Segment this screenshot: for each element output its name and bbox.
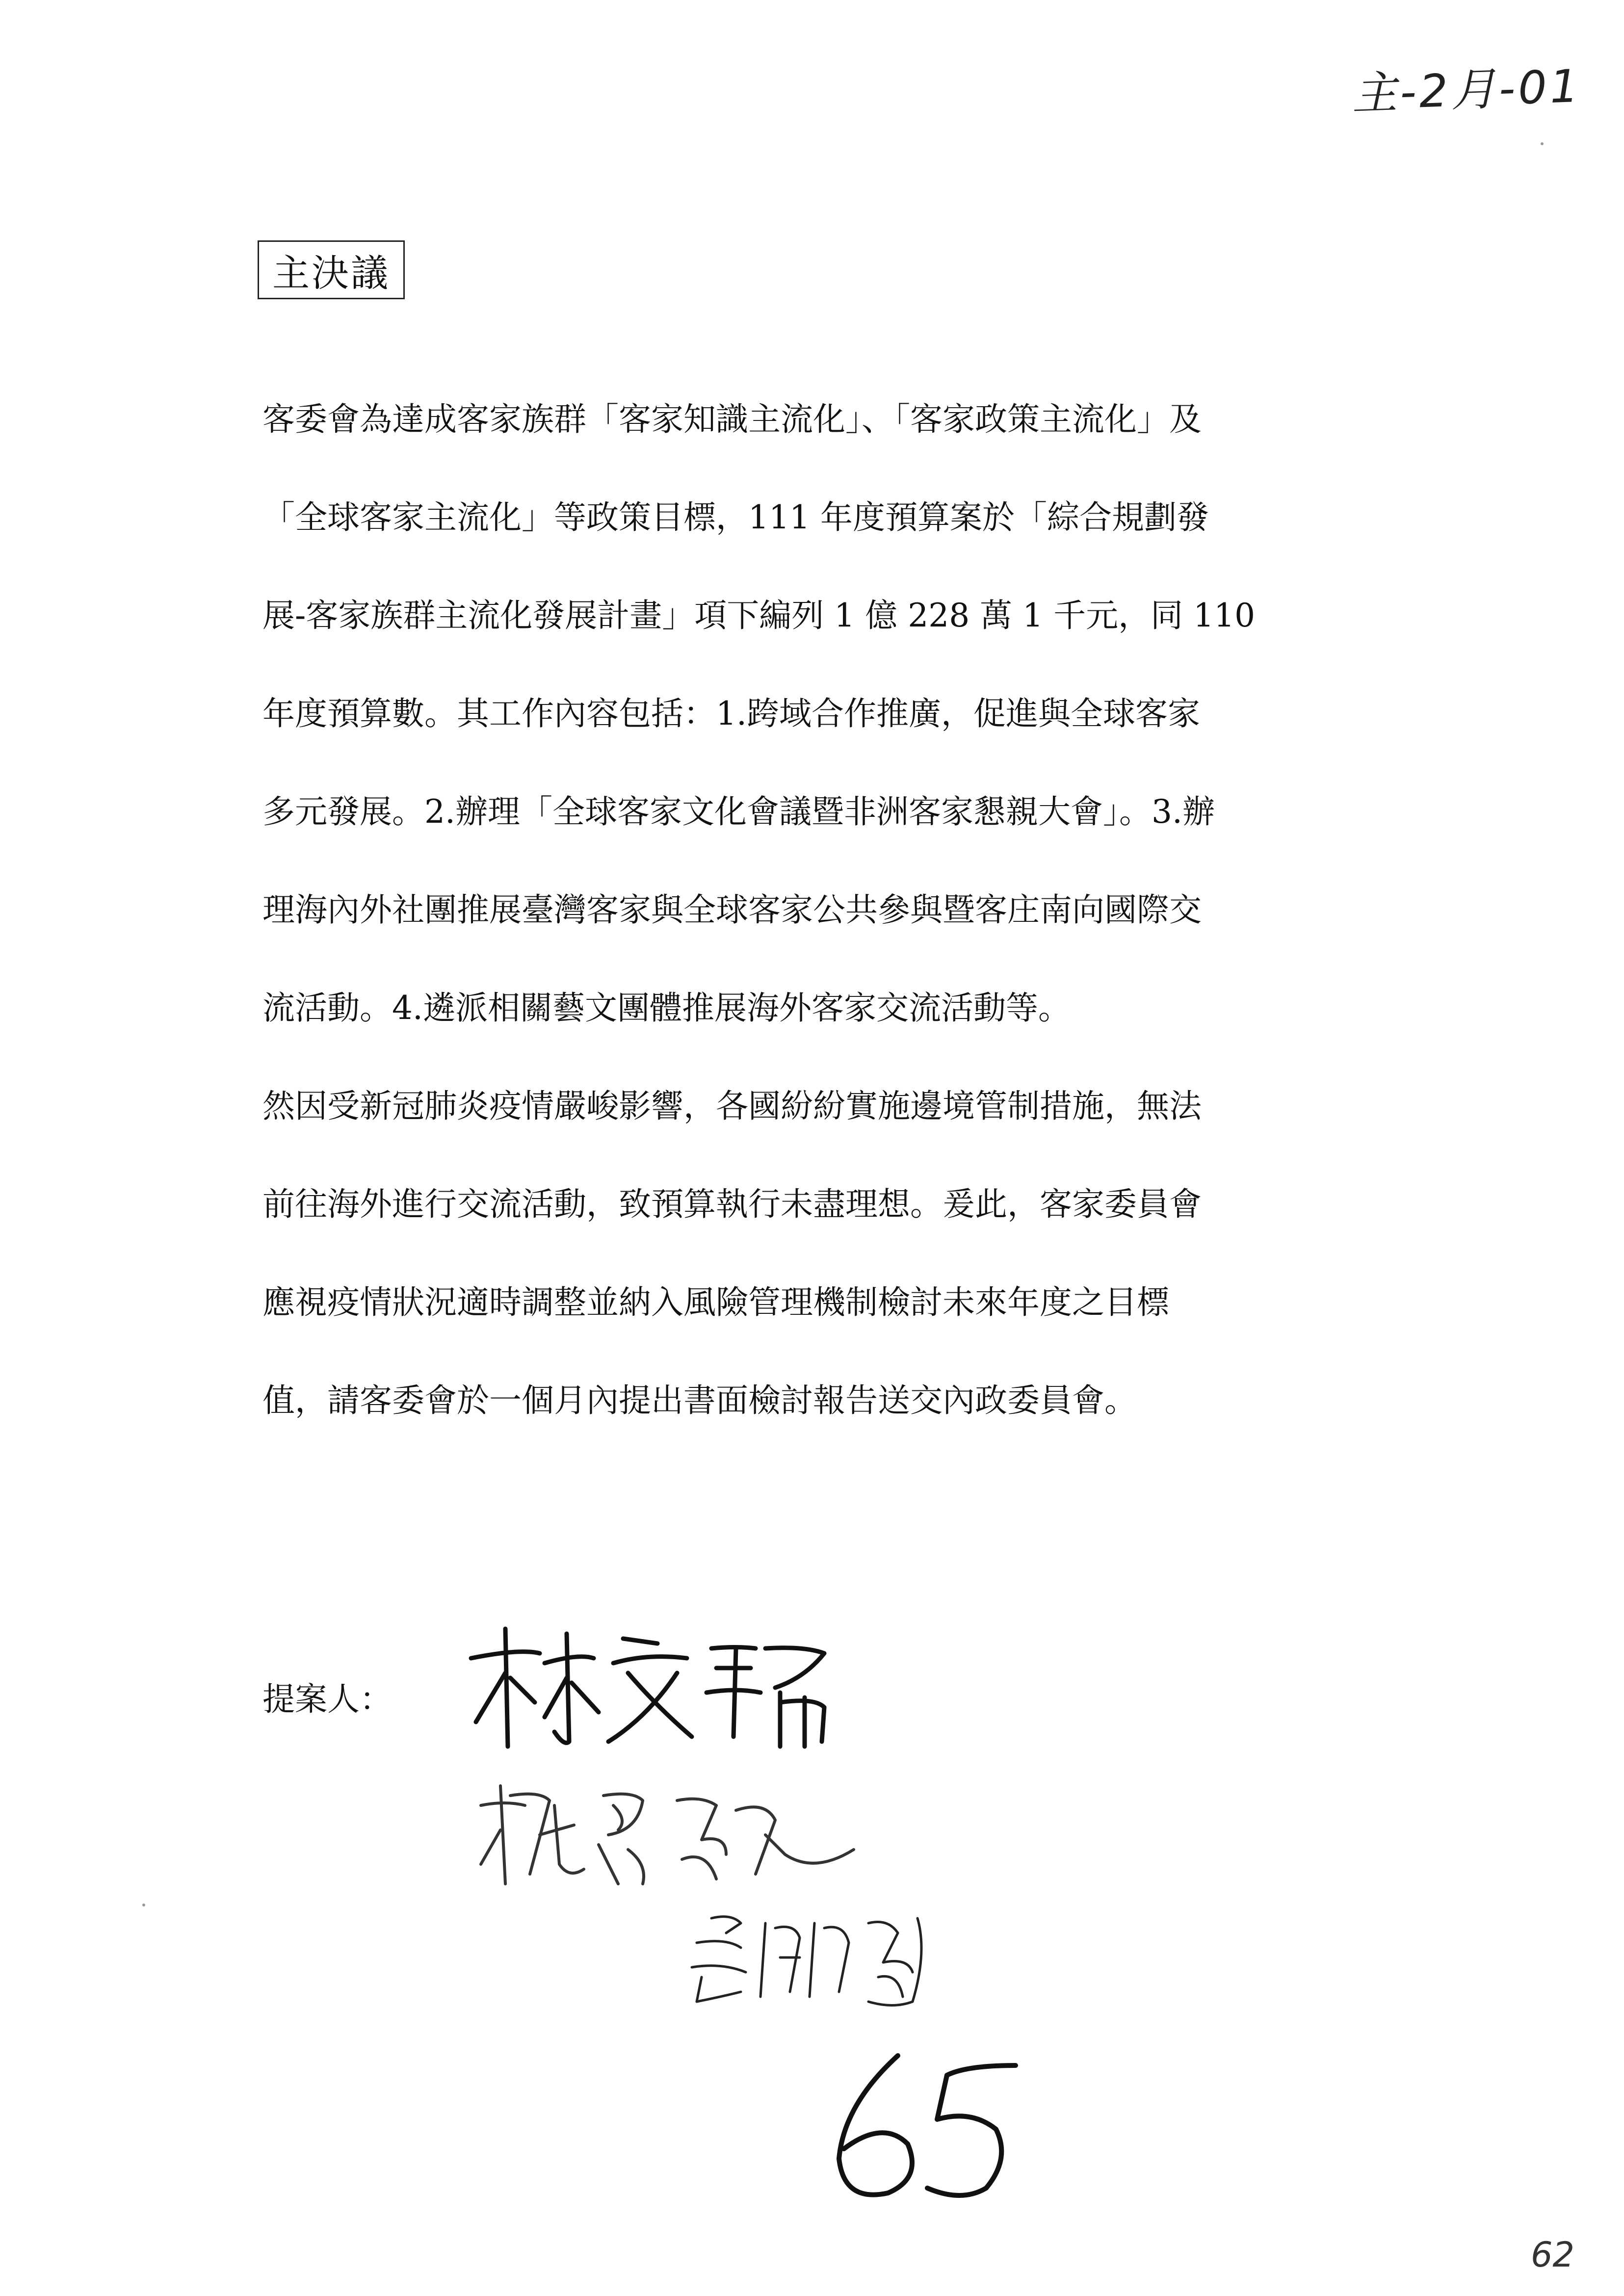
signature-3 <box>682 1904 937 2014</box>
signature-1 <box>461 1619 854 1769</box>
body-line: 然因受新冠肺炎疫情嚴峻影響，各國紛紛實施邊境管制措施，無法 <box>262 1087 1202 1125</box>
body-line: 應視疫情狀況適時調整並納入風險管理機制檢討未來年度之目標 <box>262 1283 1169 1321</box>
body-line: 年度預算數。其工作內容包括：1.跨域合作推廣，促進與全球客家 <box>262 695 1200 732</box>
proposer-label: 提案人： <box>262 1680 392 1718</box>
signature-2 <box>471 1776 864 1906</box>
body-line: 前往海外進行交流活動，致預算執行未盡理想。爰此，客家委員會 <box>262 1185 1202 1223</box>
body-line: 流活動。4.遴派相關藝文團體推展海外客家交流活動等。 <box>262 989 1071 1027</box>
resolution-body <box>262 392 1391 1472</box>
scan-speck <box>1541 142 1544 145</box>
body-line: 理海內外社團推展臺灣客家與全球客家公共參與暨客庄南向國際交 <box>262 891 1202 929</box>
body-line: 客委會為達成客家族群「客家知識主流化」、「客家政策主流化」及 <box>262 400 1202 438</box>
handwritten-annotation: 主-2月-01 <box>1351 59 1582 121</box>
document-title-box <box>258 240 405 299</box>
page-number: 62 <box>1531 2235 1575 2275</box>
body-line: 展-客家族群主流化發展計畫」項下編列 1 億 228 萬 1 千元，同 110 <box>262 597 1256 634</box>
body-line: 多元發展。2.辦理「全球客家文化會議暨非洲客家懇親大會」。3.辦 <box>262 793 1215 831</box>
body-line: 值，請客委會於一個月內提出書面檢討報告送交內政委員會。 <box>262 1382 1137 1419</box>
scan-speck <box>142 1904 145 1906</box>
document-title: 主決議 <box>272 251 390 295</box>
body-line: 「全球客家主流化」等政策目標，111 年度預算案於「綜合規劃發 <box>262 498 1209 536</box>
handwritten-number <box>824 2046 1030 2215</box>
